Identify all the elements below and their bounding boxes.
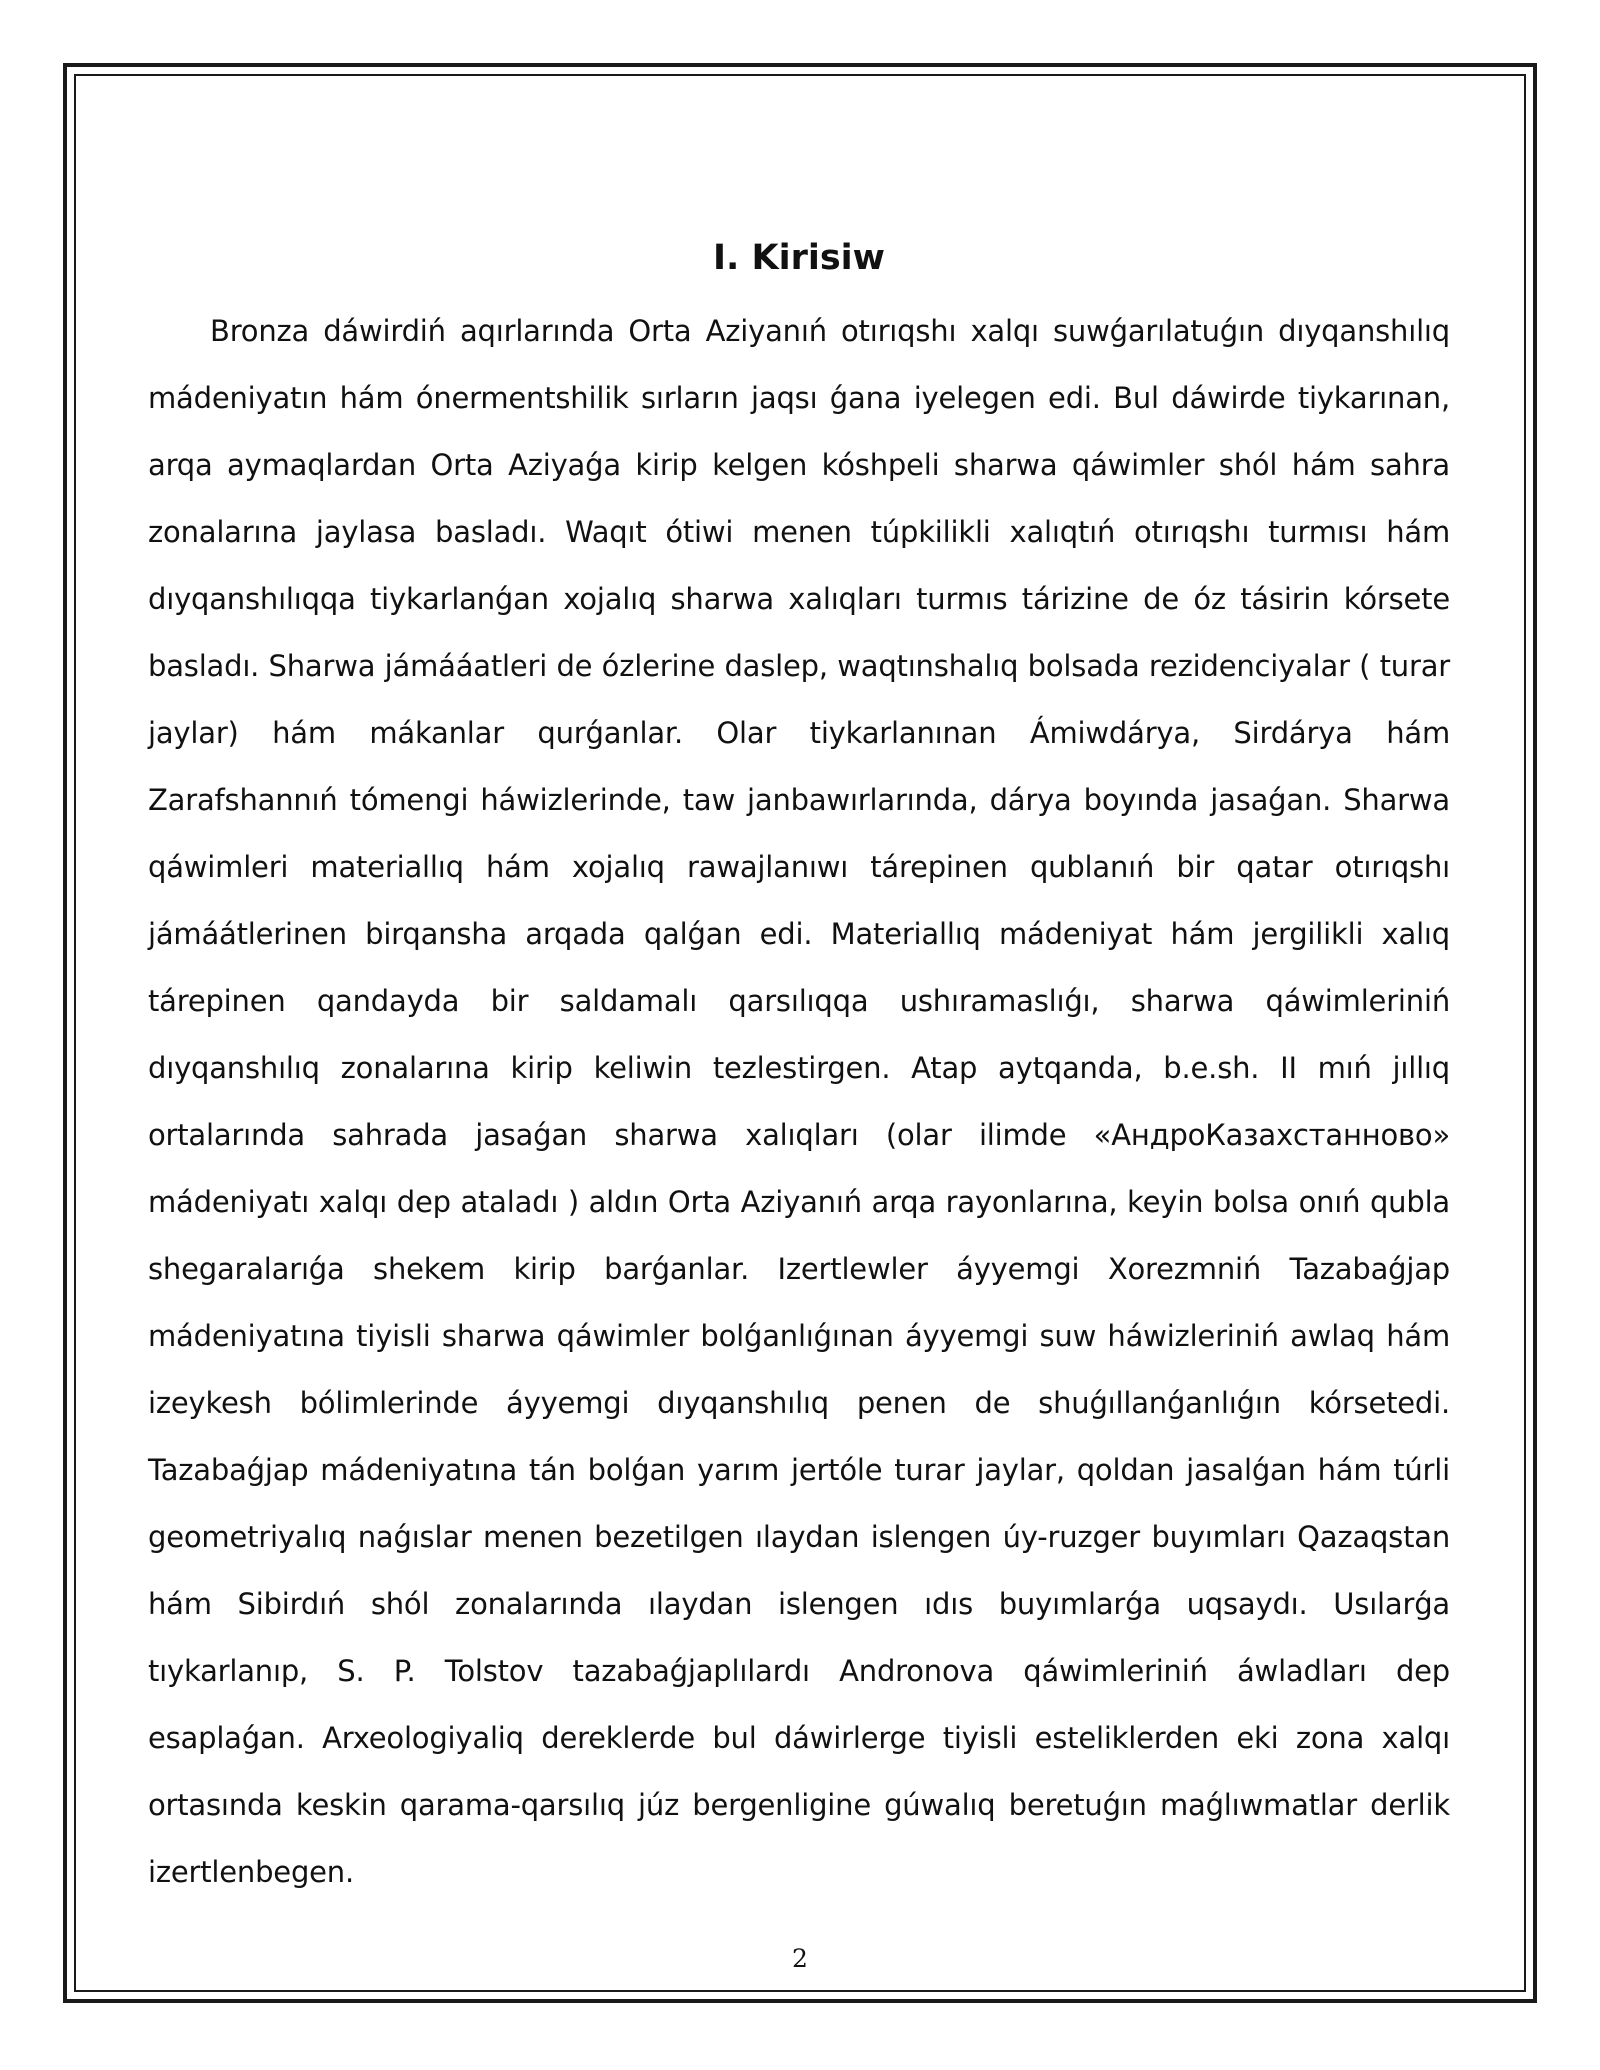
page-content	[148, 228, 1450, 1906]
body-paragraph: Bronza dáwirdiń aqırlarında Orta Aziyanıń otırıqshı xalqı suwǵarılatuǵın dıyqanshılıq mádeniyatın hám ónermentshilik sırların jaqsı ǵana iyelegen edi. Bul dáwirde tiykarınan, arqa aymaqlardan Orta Aziyaǵa kirip kelgen kóshpeli sharwa qáwimler shól hám sahra zonalarına jaylasa basladı. Waqıt ótiwi menen túpkilikli xalıqtıń otırıqshı turmısı hám dıyqanshılıqqa tiykarlanǵan xojalıq sharwa xalıqları turmıs tárizine de óz tásirin kórsete basladı. Sharwa jámááatleri de ózlerine daslep, waqtınshalıq bolsada rezidenciyalar ( turar jaylar) hám mákanlar qurǵanlar. Olar tiykarlanınan Ámiwdárya, Sirdárya hám Zarafshannıń tómengi háwizlerinde, taw janbawırlarında, dárya boyında jasaǵan. Sharwa qáwimleri materiallıq hám xojalıq rawajlanıwı tárepinen qublanıń bir qatar otırıqshı jámáátlerinen birqansha arqada qalǵan edi. Materiallıq mádeniyat hám jergilikli xalıq tárepinen qandayda bir saldamalı qarsılıqqa ushıramaslıǵı, sharwa qáwimleriniń dıyqanshılıq zonalarına kirip keliwin tezlestirgen. Atap aytqanda, b.e.sh. II mıń jıllıq ortalarında sahrada jasaǵan sharwa xalıqları (olar ilimde «АндроКазахстанново» mádeniyatı xalqı dep ataladı ) aldın Orta Aziyanıń arqa rayonlarına, keyin bolsa onıń qubla shegaralarıǵa shekem kirip barǵanlar. Izertlewler áyyemgi Xorezmniń Tazabaǵjap mádeniyatına tiyisli sharwa qáwimler bolǵanlıǵınan áyyemgi suw háwizleriniń awlaq hám izeykesh bólimlerinde áyyemgi dıyqanshılıq penen de shuǵıllanǵanlıǵın kórsetedi. Tazabaǵjap mádeniyatına tán bolǵan yarım jertóle turar jaylar, qoldan jasalǵan hám túrli geometriyalıq naǵıslar menen bezetilgen ılaydan islengen úy-ruzger buyımları Qazaqstan hám Sibirdıń shól zonalarında ılaydan islengen ıdıs buyımlarǵa uqsaydı. Usılarǵa tıykarlanıp, S. P. Tolstov tazabaǵjaplılardı Andronova qáwimleriniń áwladları dep esaplaǵan. Arxeologiyaliq dereklerde bul dáwirlerge tiyisli esteliklerden eki zona xalqı ortasında keskin qarama-qarsılıq júz bergenligine gúwalıq beretuǵın maǵlıwmatlar derlik izertlenbegen.	[148, 314, 1450, 1889]
page-number: 2	[792, 1944, 808, 1973]
section-title: I. Kirisiw	[712, 238, 886, 278]
